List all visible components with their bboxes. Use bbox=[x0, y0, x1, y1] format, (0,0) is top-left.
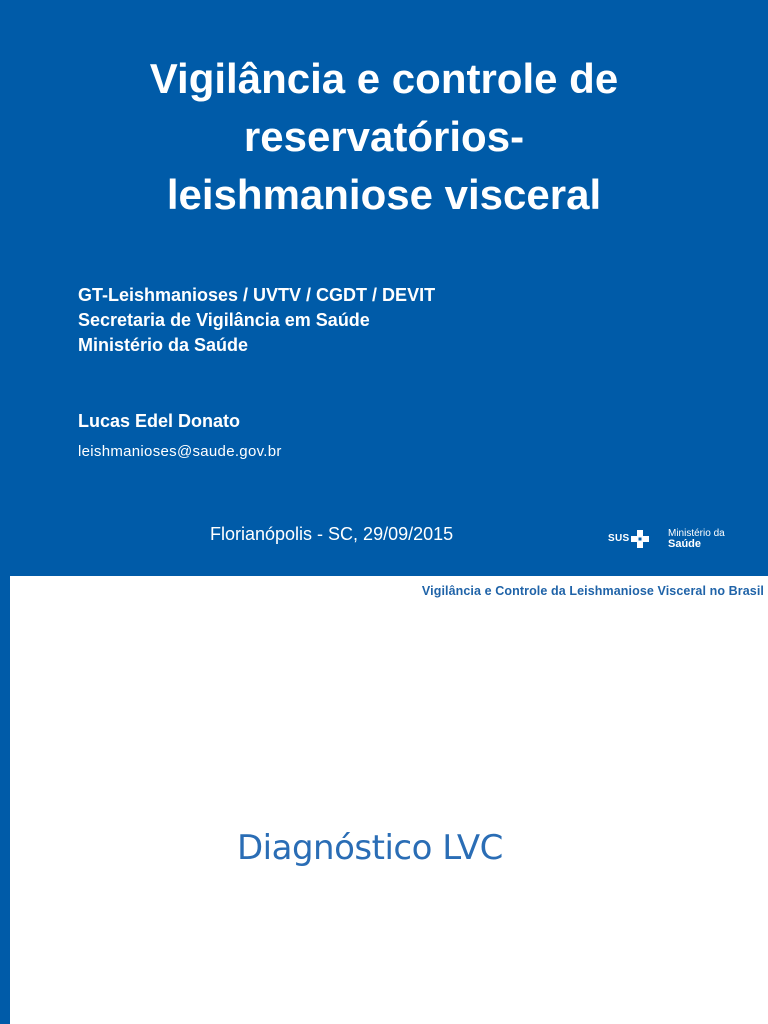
ministerio-logo bbox=[668, 528, 725, 550]
author-email: leishmanioses@saude.gov.br bbox=[78, 443, 282, 460]
author-name: Lucas Edel Donato bbox=[78, 411, 241, 431]
org-line-2: Secretaria de Vigilância em Saúde bbox=[78, 310, 370, 330]
organization-block bbox=[78, 283, 435, 358]
slide-title bbox=[40, 50, 728, 224]
sus-logo-text: SUS bbox=[608, 533, 630, 544]
content-slide bbox=[0, 576, 768, 1024]
place-date: Florianópolis - SC, 29/09/2015 bbox=[210, 524, 454, 544]
slide-header: Vigilância e Controle da Leishmaniose Visceral no Brasil bbox=[421, 584, 764, 598]
title-line-2: reservatórios- bbox=[243, 113, 525, 160]
sus-cross-icon bbox=[630, 529, 650, 549]
title-line-3: leishmaniose visceral bbox=[166, 171, 602, 218]
section-title: Diagnóstico LVC bbox=[237, 828, 503, 868]
ministerio-line-1: Ministério da bbox=[668, 528, 725, 539]
org-line-1: GT-Leishmanioses / UVTV / CGDT / DEVIT bbox=[78, 285, 436, 305]
left-accent-bar bbox=[0, 576, 10, 1024]
title-line-1: Vigilância e controle de bbox=[149, 55, 619, 102]
footer-logos bbox=[608, 528, 748, 552]
org-line-3: Ministério da Saúde bbox=[78, 335, 249, 355]
ministerio-line-2: Saúde bbox=[668, 538, 702, 550]
